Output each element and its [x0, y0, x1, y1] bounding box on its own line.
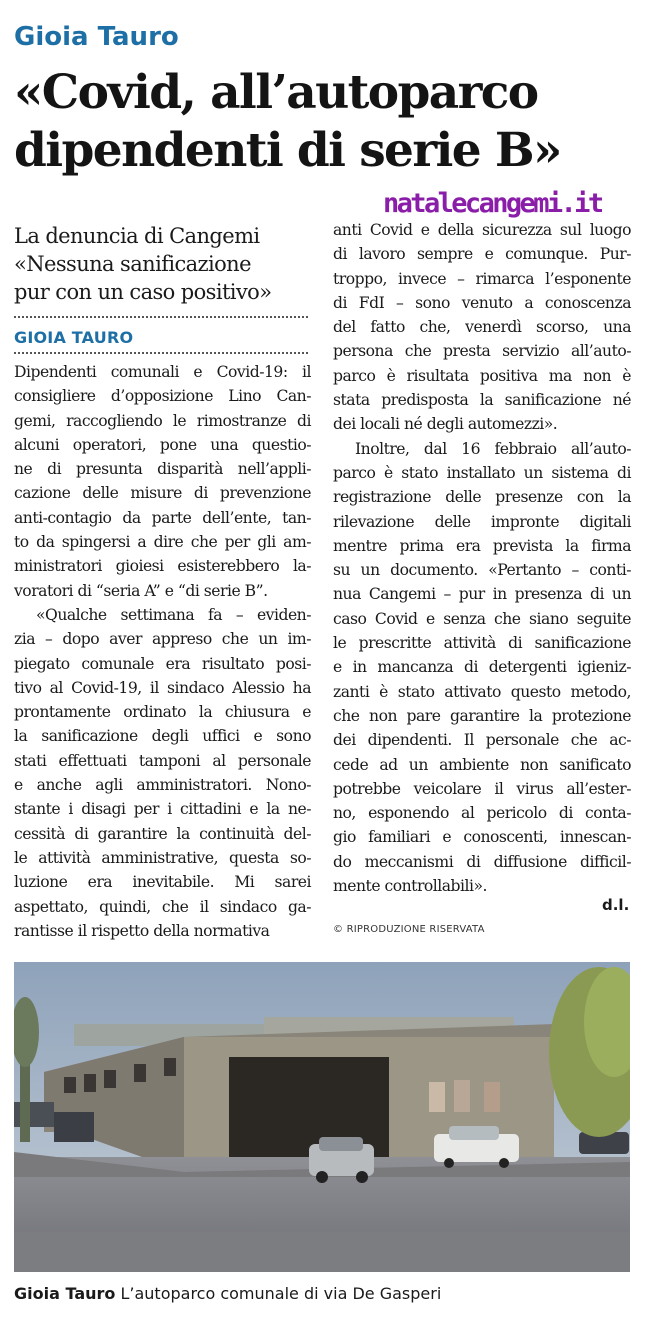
article-line: to da spingersi a dire che per gli am-: [14, 533, 311, 552]
photo-caption: [14, 1284, 441, 1303]
article-line: stante i disagi per i cittadini e la ne-: [14, 800, 311, 819]
article-line: ministratori gioiesi esisterebbero la-: [14, 557, 311, 576]
article-line: dei locali né degli automezzi».: [333, 415, 558, 434]
website-watermark: natalecangemi.it: [383, 188, 602, 219]
article-line: parco è stato installato un sistema di: [333, 463, 631, 482]
location-label: GIOIA TAURO: [14, 328, 134, 347]
article-line: «Qualche settimana fa – eviden-: [36, 605, 311, 624]
article-line: ne di presunta disparità nell’appli-: [14, 460, 311, 479]
article-line: parco è risultata positiva ma non è: [333, 366, 631, 385]
article-line: di lavoro sempre e comunque. Pur-: [333, 245, 631, 264]
article-line: di FdI – sono venuto a conoscenza: [333, 293, 631, 312]
article-line: anti-contagio da parte dell’ente, tan-: [14, 508, 311, 527]
article-line: che non pare garantire la protezione: [333, 706, 631, 725]
article-line: Inoltre, dal 16 febbraio all’auto-: [355, 439, 631, 458]
caption-place: Gioia Tauro: [14, 1284, 116, 1303]
caption-text: L’autoparco comunale di via De Gasperi: [115, 1284, 442, 1303]
subhead-line: La denuncia di Cangemi: [14, 224, 260, 248]
article-line: caso Covid e senza che siano seguite: [333, 609, 631, 628]
article-line: dei dipendenti. Il personale che ac-: [333, 731, 631, 750]
article-line: zia – dopo aver appreso che un im-: [14, 630, 311, 649]
headline-line: dipendenti di serie B»: [14, 123, 561, 178]
article-line: prontamente ordinato la chiusura e: [14, 703, 311, 722]
article-line: nua Cangemi – pur in presenza di un: [333, 585, 631, 604]
article-line: cessità di garantire la continuità del-: [14, 824, 311, 843]
copyright-notice: © RIPRODUZIONE RISERVATA: [333, 924, 485, 935]
article-line: Dipendenti comunali e Covid-19: il: [14, 363, 311, 381]
article-line: do meccanismi di diffusione difficil-: [333, 852, 631, 871]
article-line: stati effettuati tamponi al personale: [14, 751, 311, 770]
article-line: rilevazione delle impronte digitali: [333, 512, 631, 531]
article-line: le attività amministrative, questa so-: [14, 848, 311, 867]
garage-photo-illustration: [14, 962, 630, 1272]
article-line: alcuni operatori, pone una questio-: [14, 435, 311, 454]
subhead-line: pur con un caso positivo»: [14, 280, 272, 304]
article-line: rantisse il rispetto della normativa: [14, 921, 270, 940]
article-line: registrazione delle presenze con la: [333, 488, 631, 507]
divider-dotted: [14, 316, 308, 318]
article-line: stata predisposta la sanificazione né: [333, 391, 631, 410]
article-line: anti Covid e della sicurezza sul luogo: [333, 221, 631, 239]
headline: [14, 64, 644, 180]
subheadline: [14, 222, 314, 306]
article-line: persona che presta servizio all’auto-: [333, 342, 631, 361]
article-line: luzione era inevitabile. Mi sarei: [14, 873, 311, 892]
article-line: e anche agli amministratori. Nono-: [14, 776, 311, 795]
article-line: tivo al Covid-19, il sindaco Alessio ha: [14, 678, 311, 697]
article-line: cazione delle misure di prevenzione: [14, 484, 311, 503]
article-column-left: [14, 360, 311, 943]
article-line: aspettato, quindi, che il sindaco ga-: [14, 897, 311, 916]
section-kicker: Gioia Tauro: [14, 22, 179, 52]
article-line: gemi, raccogliendo le rimostranze di: [14, 411, 311, 430]
divider-dotted: [14, 352, 308, 354]
article-column-right: [333, 218, 631, 898]
subhead-line: «Nessuna sanificazione: [14, 252, 251, 276]
article-line: voratori di “seria A” e “di serie B”.: [14, 581, 268, 600]
article-line: le prescritte attività di sanificazione: [333, 634, 631, 653]
article-line: cede ad un ambiente non sanificato: [333, 755, 631, 774]
article-line: no, esponendo al pericolo di conta-: [333, 804, 631, 823]
article-line: consigliere d’opposizione Lino Can-: [14, 387, 311, 406]
article-line: piegato comunale era risultato posi-: [14, 654, 311, 673]
article-line: zanti è stato attivato questo metodo,: [333, 682, 631, 701]
article-line: gio familiari e conoscenti, innescan-: [333, 828, 631, 847]
headline-line: «Covid, all’autoparco: [14, 65, 538, 120]
article-photo: [14, 962, 630, 1272]
article-line: potrebbe veicolare il virus all’ester-: [333, 779, 631, 798]
article-line: troppo, invece – rimarca l’esponente: [333, 269, 631, 288]
article-line: su un documento. «Pertanto – conti-: [333, 561, 631, 580]
article-line: mentre prima era prevista la firma: [333, 536, 631, 555]
article-line: del fatto che, venerdì scorso, una: [333, 318, 631, 337]
article-line: mente controllabili».: [333, 877, 487, 896]
author-signature: d.l.: [602, 896, 630, 914]
article-line: e in mancanza di detergenti igieniz-: [333, 658, 631, 677]
article-line: la sanificazione degli uffici e sono: [14, 727, 311, 746]
